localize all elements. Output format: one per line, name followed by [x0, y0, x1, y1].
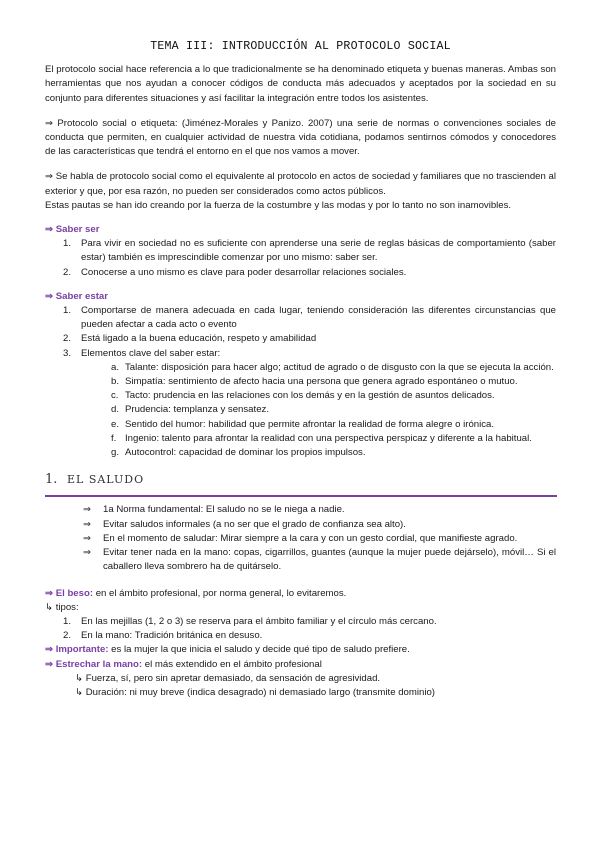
- sub-arrow-icon: ↳: [75, 686, 84, 698]
- sub-arrow-icon: ↳: [45, 601, 54, 613]
- saludo-bullets: [45, 503, 556, 574]
- list-item: 2. Conocerse a uno mismo es clave para poder desarrollar relaciones sociales.: [63, 266, 407, 278]
- list-item: 1. En las mejillas (1, 2 o 3) se reserva para el ámbito familiar y el círculo más cercano.: [63, 615, 437, 627]
- saber-estar-list: [45, 304, 556, 460]
- protocolo-text: Protocolo social o etiqueta: (Jiménez-Morales y Panizo. 2007) una serie de normas o convenciones sociales de conducta que permiten, en cualquier actividad de nuestra vida cotidiana, podamos sentirnos cómodos y conocedores de las características que tendrá el entorno en el que nos vamos a mover.: [45, 117, 557, 158]
- list-item: 2. En la mano: Tradición británica en desuso.: [63, 630, 263, 642]
- equivalente-paragraph: [45, 170, 556, 198]
- tipos-list: [45, 615, 556, 643]
- arrow-icon: ⇒: [45, 658, 54, 670]
- beso-text: en el ámbito profesional, por norma general, lo evitaremos.: [93, 587, 347, 599]
- arrow-icon: ⇒: [45, 644, 54, 656]
- estrechar-sub-item: ↳ Duración: ni muy breve (indica desagrado) ni demasiado largo (transmite dominio): [75, 686, 435, 698]
- list-item: d. Prudencia: templanza y sensatez.: [111, 404, 269, 416]
- section-title: EL SALUDO: [67, 473, 145, 487]
- tipos-label: tipos:: [55, 601, 79, 613]
- list-item: ⇒ Evitar tener nada en la mano: copas, cigarrillos, guantes (aunque la mujer puede dejárselo), móvil… Si el caballero lleva sombrero ha de quitárselo.: [83, 547, 556, 573]
- section-heading: [45, 473, 556, 487]
- list-item: 1. Comportarse de manera adecuada en cada lugar, teniendo consideración las diferentes circunstancias que pueden afectar a cada acto o evento: [63, 305, 556, 331]
- arrow-icon: ⇒: [45, 117, 54, 129]
- list-item: f. Ingenio: talento para afrontar la realidad con una perspectiva perspicaz y diferente a la habitual.: [111, 432, 532, 444]
- list-item: 3. Elementos clave del saber estar: a. Talante: disposición para hacer algo; actitud de agrado o de disgusto con la que se ejecuta la acción. b. Simpatía: sentimiento de afecto hacia una persona que genera agrado espontáneo o mutuo. c. Tacto: prudencia en las relaciones con los demás y en la gestión de asuntos delicados. d. Prudencia: templanza y sensatez. e. Sentido del humor: habilidad que permite afrontar la realidad de forma alegre o irónica. f. Ingenio: talento para afrontar la realidad con una perspectiva perspicaz y diferente a la habitual. g. Autocontrol: capacidad de dominar los propios impulsos.: [81, 347, 556, 461]
- estrechar-line: [45, 658, 556, 672]
- list-item: g. Autocontrol: capacidad de dominar los propios impulsos.: [111, 447, 366, 459]
- arrow-icon: ⇒: [83, 518, 92, 530]
- list-item: ⇒ En el momento de saludar: Mirar siempre a la cara y con un gesto cordial, que manifieste agrado.: [83, 532, 556, 546]
- arrow-icon: ⇒: [45, 587, 54, 599]
- page-title: TEMA III: INTRODUCCIÓN AL PROTOCOLO SOCIAL: [150, 40, 451, 53]
- importante-label: Importante:: [55, 644, 109, 656]
- arrow-icon: ⇒: [83, 547, 92, 559]
- elements-list: [81, 361, 556, 460]
- list-item: a. Talante: disposición para hacer algo; actitud de agrado o de disgusto con la que se ejecuta la acción.: [111, 361, 554, 373]
- list-item: e. Sentido del humor: habilidad que permite afrontar la realidad de forma alegre o irónica.: [111, 418, 495, 430]
- arrow-icon: ⇒: [45, 171, 54, 183]
- list-item: 2. Está ligado a la buena educación, respeto y amabilidad: [63, 333, 317, 345]
- saber-ser-label: Saber ser: [55, 224, 100, 236]
- list-item: 1. Para vivir en sociedad no es suficiente con aprenderse una serie de reglas básicas de comportamiento (saber estar) también es imprescindible comenzar por uno mismo: saber ser.: [63, 238, 556, 264]
- beso-line: [45, 587, 556, 601]
- estrechar-sub-item: ↳ Fuerza, sí, pero sin apretar demasiado, da sensación de agresividad.: [75, 672, 381, 684]
- list-item: b. Simpatía: sentimiento de afecto hacia una persona que genera agrado espontáneo o mutuo.: [111, 376, 518, 388]
- importante-text: es la mujer la que inicia el saludo y decide qué tipo de saludo prefiere.: [108, 644, 410, 656]
- equivalente-text: Se habla de protocolo social como el equivalente al protocolo en actos de sociedad y familiares que no trascienden al exterior y que, por esa razón, no pueden ser considerados como actos públicos.: [45, 171, 557, 197]
- estrechar-text: el más extendido en el ámbito profesional: [142, 658, 322, 670]
- section-divider: [45, 495, 557, 497]
- arrow-icon: ⇒: [45, 290, 54, 302]
- list-item: c. Tacto: prudencia en las relaciones con los demás y en la gestión de asuntos delicados.: [111, 390, 495, 402]
- tipos-line: [45, 601, 556, 615]
- section-number: 1.: [45, 472, 58, 488]
- intro-paragraph: El protocolo social hace referencia a lo que tradicionalmente se ha denominado etiqueta y buenas maneras. Ambas son herramientas que nos ayudan a conocer códigos de conducta más adecuados y aceptados por la sociedad en su conjunto para diferentes situaciones y así facilitar la integración entre todos los asistentes.: [45, 64, 556, 104]
- saber-ser-heading: [45, 223, 556, 237]
- arrow-icon: ⇒: [83, 504, 92, 516]
- pautas-paragraph: Estas pautas se han ido creando por la fuerza de la costumbre y las modas y por lo tanto no son inamovibles.: [45, 199, 512, 211]
- saber-estar-heading: [45, 290, 556, 304]
- saber-ser-list: [45, 237, 556, 280]
- arrow-icon: ⇒: [45, 224, 54, 236]
- protocolo-paragraph: [45, 117, 556, 160]
- sub-arrow-icon: ↳: [75, 672, 84, 684]
- list-item: ⇒ 1a Norma fundamental: El saludo no se le niega a nadie.: [83, 503, 556, 517]
- importante-line: [45, 643, 556, 657]
- beso-label: El beso:: [55, 587, 94, 599]
- list-item: ⇒ Evitar saludos informales (a no ser que el grado de confianza sea alto).: [83, 518, 556, 532]
- saber-estar-label: Saber estar: [55, 290, 108, 302]
- arrow-icon: ⇒: [83, 532, 92, 544]
- estrechar-label: Estrechar la mano:: [55, 658, 143, 670]
